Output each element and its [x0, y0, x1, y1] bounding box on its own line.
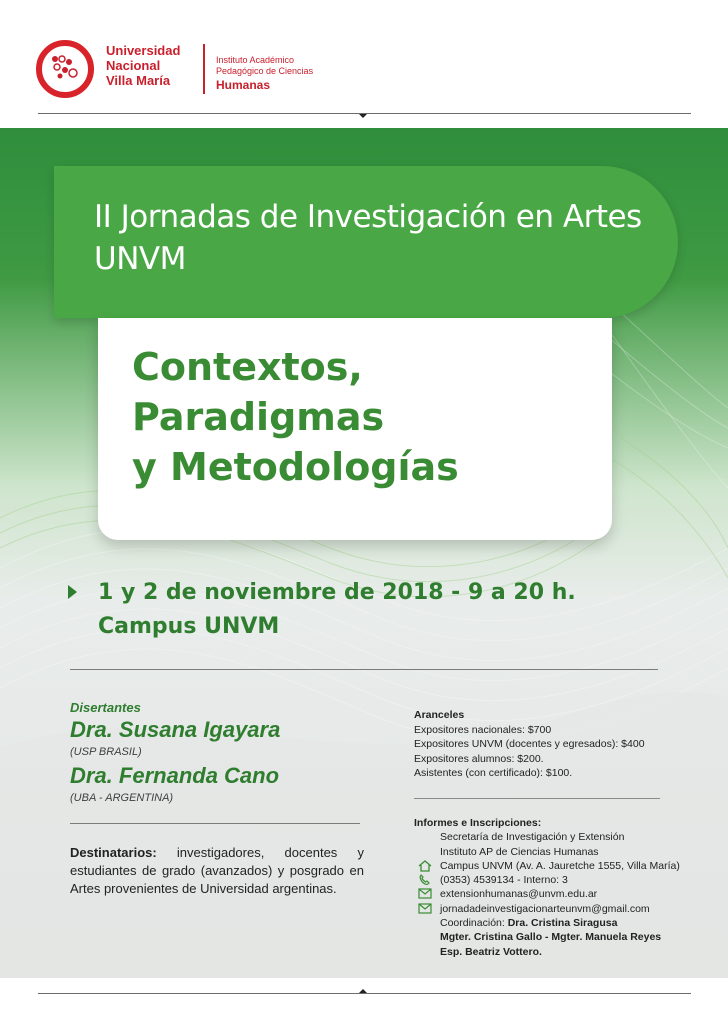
phone-icon — [418, 874, 432, 886]
university-line: Nacional — [106, 58, 161, 73]
email-text[interactable]: jornadadeinvestigacionarteunvm@gmail.com — [440, 902, 650, 915]
phone-row — [414, 873, 714, 887]
mail-icon — [418, 888, 432, 899]
title-band — [54, 166, 678, 318]
fee-item: Asistentes (con certificado): $100. — [414, 767, 573, 779]
email-row — [414, 902, 714, 916]
coordinator-names: Mgter. Cristina Gallo - Mgter. Manuela Reyes — [440, 931, 662, 944]
address-text: Campus UNVM (Av. A. Jauretche 1555, Villa María) — [440, 859, 680, 872]
fee-item: Expositores nacionales: $700 — [414, 723, 552, 736]
office-line: Instituto AP de Ciencias Humanas — [440, 845, 599, 858]
fees-heading: Aranceles — [414, 709, 465, 721]
university-line: Villa María — [106, 73, 171, 88]
right-divider — [414, 798, 660, 799]
subtitle-line: y Metodologías — [132, 445, 459, 489]
speaker-affiliation: (UBA - ARGENTINA) — [70, 792, 174, 804]
institute-line: Pedagógico de Ciencias — [216, 66, 314, 76]
coordinator-name: Dra. Cristina Siragusa — [507, 917, 618, 930]
mail-icon — [418, 903, 432, 914]
coordination-label: Coordinación: — [440, 917, 508, 930]
circles-icon — [49, 53, 81, 85]
fees-section — [414, 708, 674, 781]
event-date: 1 y 2 de noviembre de 2018 - 9 a 20 h. — [98, 580, 576, 605]
coordinator-names: Esp. Beatriz Vottero. — [440, 945, 542, 958]
institute-name — [216, 55, 313, 93]
phone-text: (0353) 4539134 - Interno: 3 — [440, 874, 568, 887]
address-row — [414, 859, 714, 873]
event-title: II Jornadas de Investigación en Artes UNVM — [94, 199, 642, 277]
email-row — [414, 887, 714, 901]
coordination-row — [414, 916, 714, 930]
contact-heading: Informes e Inscripciones: — [414, 817, 542, 829]
play-icon — [68, 585, 77, 599]
subtitle-line: Contextos, — [132, 345, 363, 389]
header-divider — [203, 44, 205, 94]
footer — [0, 978, 728, 1030]
event-subtitle — [132, 342, 592, 492]
subtitle-card — [98, 318, 612, 540]
date-block — [70, 576, 690, 644]
top-notch — [359, 114, 367, 118]
email-text[interactable]: extensionhumanas@unvm.edu.ar — [440, 888, 598, 901]
left-divider — [70, 823, 360, 824]
event-place: Campus UNVM — [98, 614, 280, 639]
audience-section — [70, 844, 364, 898]
speaker-name: Dra. Susana Igayara — [70, 717, 281, 742]
speakers-label: Disertantes — [70, 700, 141, 715]
subtitle-line: Paradigmas — [132, 395, 385, 439]
institute-line: Instituto Académico — [216, 55, 295, 65]
office-line: Secretaría de Investigación y Extensión — [440, 831, 625, 844]
fee-item: Expositores UNVM (docentes y egresados): $400 — [414, 738, 645, 750]
speaker-name: Dra. Fernanda Cano — [70, 763, 280, 788]
university-name — [106, 43, 206, 88]
contact-section — [414, 816, 714, 959]
section-divider — [70, 669, 658, 670]
poster — [0, 128, 728, 978]
speakers-section — [70, 700, 370, 808]
university-line: Universidad — [106, 43, 181, 58]
university-logo — [36, 40, 94, 98]
fee-item: Expositores alumnos: $200. — [414, 752, 544, 765]
audience-label: Destinatarios: — [70, 845, 157, 860]
audience-text: investigadores, docentes y estudiantes de grado (avanzados) y posgrado en Artes provenientes de Universidad argentinas. — [70, 845, 364, 896]
header — [0, 0, 728, 128]
speaker-affiliation: (USP BRASIL) — [70, 746, 142, 758]
bottom-rule — [38, 993, 691, 994]
home-icon — [418, 860, 432, 872]
institute-strong: Humanas — [216, 78, 271, 92]
